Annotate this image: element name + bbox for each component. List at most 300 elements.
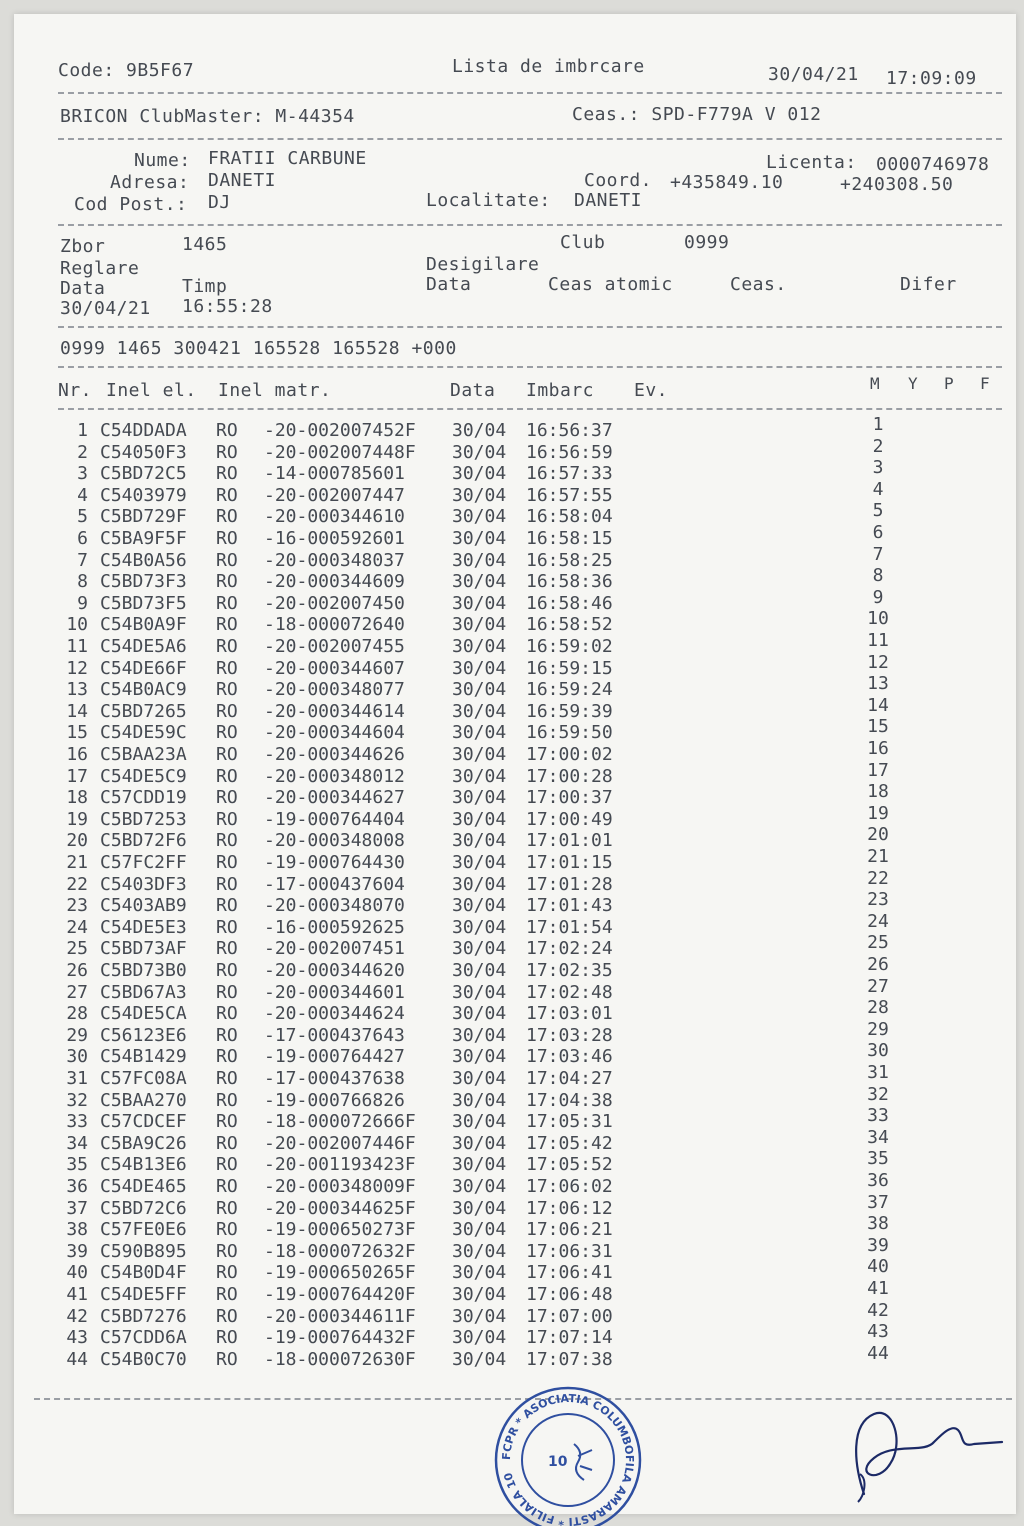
country-code: RO (216, 722, 238, 744)
arrival-time: 17:06:02 (526, 1176, 613, 1197)
arrival-date: 30/04 (452, 441, 507, 463)
data2-label: Data (426, 274, 472, 295)
arrival-date: 30/04 (452, 960, 507, 981)
row-number: 13 (66, 679, 88, 701)
arrival-time: 17:07:14 (526, 1327, 613, 1349)
row-number: 3 (77, 463, 88, 485)
data-label: Data (60, 278, 106, 299)
arrival-time: 16:56:37 (526, 420, 613, 441)
license-value: 0000746978 (876, 154, 990, 175)
row-number: 23 (66, 895, 88, 917)
ring-number: -20-002007447 (264, 484, 405, 506)
owner-address: DANETI (208, 170, 277, 191)
electronic-ring: C57FE0E6 (100, 1219, 187, 1241)
ring-number: -20-002007452F (264, 420, 416, 441)
ring-number: -20-000348037 (264, 549, 405, 571)
ring-number: -20-000344604 (264, 722, 405, 744)
electronic-ring: C5BD7265 (100, 700, 187, 722)
col-inel-el: Inel el. (106, 380, 197, 401)
arrival-time: 16:57:55 (526, 484, 613, 506)
row-number: 29 (66, 1024, 88, 1046)
position: 10 (867, 608, 889, 630)
arrival-time: 17:04:38 (526, 1089, 613, 1111)
electronic-ring: C56123E6 (100, 1024, 187, 1046)
country-code: RO (216, 1024, 238, 1046)
position: 39 (867, 1234, 889, 1256)
row-number: 36 (66, 1176, 88, 1197)
country-code: RO (216, 960, 238, 981)
row-number: 20 (66, 830, 88, 852)
row-number: 24 (66, 916, 88, 938)
row-number: 25 (66, 938, 88, 960)
row-number: 14 (66, 700, 88, 722)
arrival-date: 30/04 (452, 1284, 507, 1305)
position: 17 (867, 759, 889, 781)
electronic-ring: C5BAA23A (100, 744, 187, 765)
electronic-ring: C5BD72F6 (100, 830, 187, 852)
timp-label: Timp (182, 276, 228, 297)
position: 38 (867, 1213, 889, 1235)
position: 15 (867, 716, 889, 738)
locality-label: Localitate: (426, 190, 551, 211)
arrival-date: 30/04 (452, 852, 507, 873)
electronic-ring: C54B0A56 (100, 549, 187, 571)
row-number: 11 (66, 636, 88, 657)
electronic-ring: C5BD729F (100, 506, 187, 528)
position: 41 (867, 1278, 889, 1299)
reglare-date: 30/04/21 (60, 298, 151, 319)
arrival-date: 30/04 (452, 1305, 507, 1327)
ring-number: -19-000650265F (264, 1262, 416, 1284)
row-number: 2 (77, 441, 88, 463)
electronic-ring: C54DDADA (100, 420, 187, 441)
divider (58, 326, 1002, 328)
arrival-time: 17:01:54 (526, 916, 613, 938)
row-number: 8 (77, 571, 88, 593)
row-number: 41 (66, 1284, 88, 1305)
arrival-time: 17:06:12 (526, 1197, 613, 1219)
dove-icon (574, 1444, 592, 1480)
country-code: RO (216, 484, 238, 506)
country-code: RO (216, 1240, 238, 1262)
ring-number: -20-000344624 (264, 1003, 405, 1025)
ring-number: -20-001193423F (264, 1154, 416, 1176)
position: 40 (867, 1256, 889, 1278)
country-code: RO (216, 1219, 238, 1241)
ring-number: -19-000650273F (264, 1219, 416, 1241)
ring-number: -17-000437604 (264, 873, 405, 895)
signature (834, 1384, 1014, 1504)
country-code: RO (216, 679, 238, 701)
arrival-time: 17:02:48 (526, 981, 613, 1003)
row-number: 1 (77, 420, 88, 441)
arrival-time: 17:05:42 (526, 1132, 613, 1154)
position: 31 (867, 1062, 889, 1083)
electronic-ring: C5BD73B0 (100, 960, 187, 981)
arrival-time: 17:03:01 (526, 1003, 613, 1025)
electronic-ring: C5BD73F5 (100, 592, 187, 614)
country-code: RO (216, 1132, 238, 1154)
arrival-time: 16:58:25 (526, 549, 613, 571)
arrival-date: 30/04 (452, 1068, 507, 1089)
electronic-ring: C5BD72C6 (100, 1197, 187, 1219)
country-code: RO (216, 463, 238, 485)
position: 36 (867, 1170, 889, 1191)
arrival-date: 30/04 (452, 1176, 507, 1197)
arrival-time: 16:57:33 (526, 463, 613, 485)
zbor-value: 1465 (182, 234, 228, 255)
ring-number: -19-000764432F (264, 1327, 416, 1349)
electronic-ring: C54DE5FF (100, 1284, 187, 1305)
country-code: RO (216, 1154, 238, 1176)
ring-number: -20-000344610 (264, 506, 405, 528)
ring-number: -14-000785601 (264, 463, 405, 485)
ring-number: -20-000348012 (264, 765, 405, 787)
arrival-time: 17:05:31 (526, 1111, 613, 1133)
clock-id: Ceas.: SPD-F779A V 012 (572, 104, 822, 125)
arrival-time: 17:04:27 (526, 1068, 613, 1089)
club-label: Club (560, 232, 606, 253)
position: 26 (867, 954, 889, 975)
row-number: 19 (66, 808, 88, 830)
position: 2 (872, 435, 884, 457)
ring-number: -20-000348077 (264, 679, 405, 701)
row-number: 15 (66, 722, 88, 744)
position: 3 (872, 457, 884, 479)
country-code: RO (216, 916, 238, 938)
position: 9 (872, 586, 884, 608)
country-code: RO (216, 571, 238, 593)
arrival-date: 30/04 (452, 830, 507, 852)
position: 44 (867, 1342, 889, 1364)
owner-postal: DJ (208, 192, 231, 213)
arrival-date: 30/04 (452, 1132, 507, 1154)
electronic-ring: C590B895 (100, 1240, 187, 1262)
row-number: 31 (66, 1068, 88, 1089)
country-code: RO (216, 765, 238, 787)
arrival-date: 30/04 (452, 1240, 507, 1262)
arrival-time: 16:58:46 (526, 592, 613, 614)
arrival-date: 30/04 (452, 1219, 507, 1241)
ring-number: -20-000344627 (264, 787, 405, 809)
ceas-label: Ceas. (730, 274, 787, 295)
electronic-ring: C5BD7253 (100, 808, 187, 830)
arrival-date: 30/04 (452, 744, 507, 765)
ring-number: -20-002007448F (264, 441, 416, 463)
arrival-date: 30/04 (452, 484, 507, 506)
row-number: 18 (66, 787, 88, 809)
ring-number: -18-000072666F (264, 1111, 416, 1133)
country-code: RO (216, 744, 238, 765)
arrival-date: 30/04 (452, 722, 507, 744)
arrival-time: 17:06:31 (526, 1240, 613, 1262)
arrival-date: 30/04 (452, 873, 507, 895)
ring-number: -20-000344614 (264, 700, 405, 722)
position: 37 (867, 1191, 889, 1213)
col-data: Data (450, 380, 496, 401)
ring-number: -19-000764404 (264, 808, 405, 830)
country-code: RO (216, 1089, 238, 1111)
position: 27 (867, 975, 889, 997)
electronic-ring: C57CDD19 (100, 787, 187, 809)
arrival-time: 16:58:04 (526, 506, 613, 528)
position: 11 (867, 630, 889, 651)
country-code: RO (216, 1284, 238, 1305)
arrival-time: 16:59:50 (526, 722, 613, 744)
position: 13 (867, 673, 889, 695)
name-label: Nume: (134, 150, 191, 171)
arrival-date: 30/04 (452, 420, 507, 441)
arrival-time: 16:59:39 (526, 700, 613, 722)
ring-number: -20-000344611F (264, 1305, 416, 1327)
electronic-ring: C54DE465 (100, 1176, 187, 1197)
country-code: RO (216, 1262, 238, 1284)
arrival-time: 17:07:38 (526, 1348, 613, 1370)
position: 34 (867, 1126, 889, 1148)
arrival-date: 30/04 (452, 679, 507, 701)
country-code: RO (216, 787, 238, 809)
license-label: Licenta: (766, 152, 857, 173)
row-number: 10 (66, 614, 88, 636)
divider (58, 366, 1002, 368)
arrival-date: 30/04 (452, 765, 507, 787)
desigilare-label: Desigilare (426, 254, 540, 275)
electronic-ring: C5BD72C5 (100, 463, 187, 485)
row-number: 32 (66, 1089, 88, 1111)
country-code: RO (216, 1348, 238, 1370)
ring-number: -20-000344601 (264, 981, 405, 1003)
position: 24 (867, 910, 889, 932)
stamp-text: FCPR * ASOCIATIA COLUMBOFILA AMARASTI * FILIALA 10 (499, 1391, 637, 1526)
arrival-date: 30/04 (452, 528, 507, 549)
arrival-time: 17:00:49 (526, 808, 613, 830)
ring-number: -20-000344607 (264, 657, 405, 679)
device-model: BRICON ClubMaster: M-44354 (60, 106, 355, 127)
row-number: 44 (66, 1348, 88, 1370)
ring-number: -19-000764430 (264, 852, 405, 873)
arrival-time: 17:01:01 (526, 830, 613, 852)
row-number: 28 (66, 1003, 88, 1025)
arrival-date: 30/04 (452, 1348, 507, 1370)
ring-number: -19-000764420F (264, 1284, 416, 1305)
arrival-time: 17:06:21 (526, 1219, 613, 1241)
ring-number: -20-000348009F (264, 1176, 416, 1197)
position: 42 (867, 1299, 889, 1321)
position: 35 (867, 1148, 889, 1170)
electronic-ring: C5BD7276 (100, 1305, 187, 1327)
ring-number: -20-002007446F (264, 1132, 416, 1154)
col-inel-matr: Inel matr. (218, 380, 332, 401)
col-imbarc: Imbarc (526, 380, 595, 401)
position: 5 (872, 500, 884, 522)
country-code: RO (216, 657, 238, 679)
arrival-date: 30/04 (452, 981, 507, 1003)
arrival-date: 30/04 (452, 592, 507, 614)
position: 33 (867, 1105, 889, 1127)
postal-label: Cod Post.: (74, 194, 188, 215)
ring-number: -17-000437638 (264, 1068, 405, 1089)
country-code: RO (216, 506, 238, 528)
row-number: 7 (77, 549, 88, 571)
arrival-time: 17:03:46 (526, 1046, 613, 1068)
row-number: 6 (77, 528, 88, 549)
electronic-ring: C5403979 (100, 484, 187, 506)
row-number: 21 (66, 852, 88, 873)
row-number: 40 (66, 1262, 88, 1284)
electronic-ring: C54B1429 (100, 1046, 187, 1068)
stamp-number: 10 (548, 1454, 568, 1470)
row-number: 17 (66, 765, 88, 787)
country-code: RO (216, 614, 238, 636)
electronic-ring: C5403AB9 (100, 895, 187, 917)
arrival-date: 30/04 (452, 1327, 507, 1349)
arrival-date: 30/04 (452, 1262, 507, 1284)
arrival-time: 16:59:24 (526, 679, 613, 701)
ring-number: -20-000348070 (264, 895, 405, 917)
arrival-time: 17:02:24 (526, 938, 613, 960)
arrival-time: 17:05:52 (526, 1154, 613, 1176)
electronic-ring: C5BD67A3 (100, 981, 187, 1003)
country-code: RO (216, 938, 238, 960)
arrival-time: 17:01:43 (526, 895, 613, 917)
country-code: RO (216, 1111, 238, 1133)
position: 30 (867, 1040, 889, 1062)
electronic-ring: C5BAA270 (100, 1089, 187, 1111)
ring-number: -19-000764427 (264, 1046, 405, 1068)
arrival-date: 30/04 (452, 506, 507, 528)
country-code: RO (216, 1197, 238, 1219)
country-code: RO (216, 1003, 238, 1025)
ring-number: -20-000344620 (264, 960, 405, 981)
row-number: 4 (77, 484, 88, 506)
col-f: F (980, 374, 991, 393)
electronic-ring: C57FC08A (100, 1068, 187, 1089)
arrival-date: 30/04 (452, 700, 507, 722)
ring-number: -20-000344625F (264, 1197, 416, 1219)
country-code: RO (216, 808, 238, 830)
electronic-ring: C54DE66F (100, 657, 187, 679)
position: 29 (867, 1018, 889, 1040)
summary-line: 0999 1465 300421 165528 165528 +000 (60, 338, 457, 359)
ring-number: -17-000437643 (264, 1024, 405, 1046)
electronic-ring: C5403DF3 (100, 873, 187, 895)
arrival-time: 16:58:52 (526, 614, 613, 636)
country-code: RO (216, 873, 238, 895)
electronic-ring: C5BD73AF (100, 938, 187, 960)
country-code: RO (216, 852, 238, 873)
print-date: 30/04/21 (768, 64, 859, 85)
electronic-ring: C54B0D4F (100, 1262, 187, 1284)
row-number: 27 (66, 981, 88, 1003)
position: 7 (872, 543, 884, 565)
table-row (14, 1342, 1014, 1371)
electronic-ring: C54B0AC9 (100, 679, 187, 701)
address-label: Adresa: (110, 172, 190, 193)
electronic-ring: C54B0C70 (100, 1348, 187, 1370)
row-number: 16 (66, 744, 88, 765)
position: 32 (867, 1083, 889, 1105)
electronic-ring: C54DE5E3 (100, 916, 187, 938)
arrival-time: 17:07:00 (526, 1305, 613, 1327)
ring-number: -19-000766826 (264, 1089, 405, 1111)
row-number: 9 (77, 592, 88, 614)
arrival-date: 30/04 (452, 787, 507, 809)
ring-number: -20-002007450 (264, 592, 405, 614)
arrival-date: 30/04 (452, 808, 507, 830)
position: 14 (867, 694, 889, 716)
arrival-time: 17:01:28 (526, 873, 613, 895)
position: 16 (867, 738, 889, 759)
arrival-time: 17:00:37 (526, 787, 613, 809)
position: 25 (867, 932, 889, 954)
electronic-ring: C54DE59C (100, 722, 187, 744)
arrival-date: 30/04 (452, 657, 507, 679)
coord-lat: +435849.10 (670, 172, 784, 193)
position: 22 (867, 867, 889, 889)
country-code: RO (216, 1305, 238, 1327)
position: 8 (872, 565, 884, 587)
row-number: 37 (66, 1197, 88, 1219)
arrival-time: 16:58:15 (526, 528, 613, 549)
arrival-date: 30/04 (452, 1046, 507, 1068)
arrival-date: 30/04 (452, 1089, 507, 1111)
arrival-date: 30/04 (452, 614, 507, 636)
arrival-time: 17:06:41 (526, 1262, 613, 1284)
row-number: 30 (66, 1046, 88, 1068)
arrival-time: 16:58:36 (526, 571, 613, 593)
owner-name: FRATII CARBUNE (208, 148, 367, 169)
reglare-label: Reglare (60, 258, 140, 279)
row-number: 43 (66, 1327, 88, 1349)
electronic-ring: C5BA9C26 (100, 1132, 187, 1154)
ring-number: -16-000592625 (264, 916, 405, 938)
country-code: RO (216, 895, 238, 917)
position: 6 (872, 522, 884, 543)
doc-title: Lista de imbrcare (452, 56, 645, 77)
position: 21 (867, 846, 889, 867)
coord-label: Coord. (584, 170, 653, 191)
arrival-time: 17:02:35 (526, 960, 613, 981)
arrival-date: 30/04 (452, 1197, 507, 1219)
electronic-ring: C57CDD6A (100, 1327, 187, 1349)
country-code: RO (216, 441, 238, 463)
arrival-date: 30/04 (452, 916, 507, 938)
row-number: 42 (66, 1305, 88, 1327)
electronic-ring: C54DE5A6 (100, 636, 187, 657)
electronic-ring: C54B13E6 (100, 1154, 187, 1176)
country-code: RO (216, 981, 238, 1003)
col-ev: Ev. (634, 380, 669, 401)
ring-number: -20-000344626 (264, 744, 405, 765)
ring-number: -18-000072632F (264, 1240, 416, 1262)
divider (58, 224, 1002, 226)
country-code: RO (216, 1176, 238, 1197)
coord-lon: +240308.50 (840, 174, 954, 195)
row-number: 35 (66, 1154, 88, 1176)
row-number: 5 (77, 506, 88, 528)
row-number: 26 (66, 960, 88, 981)
position: 28 (867, 997, 889, 1019)
arrival-date: 30/04 (452, 1154, 507, 1176)
electronic-ring: C5BD73F3 (100, 571, 187, 593)
position: 23 (867, 889, 889, 911)
position: 19 (867, 802, 889, 824)
electronic-ring: C5BA9F5F (100, 528, 187, 549)
divider (58, 408, 1002, 410)
country-code: RO (216, 420, 238, 441)
row-number: 22 (66, 873, 88, 895)
doc-code: Code: 9B5F67 (58, 60, 195, 81)
